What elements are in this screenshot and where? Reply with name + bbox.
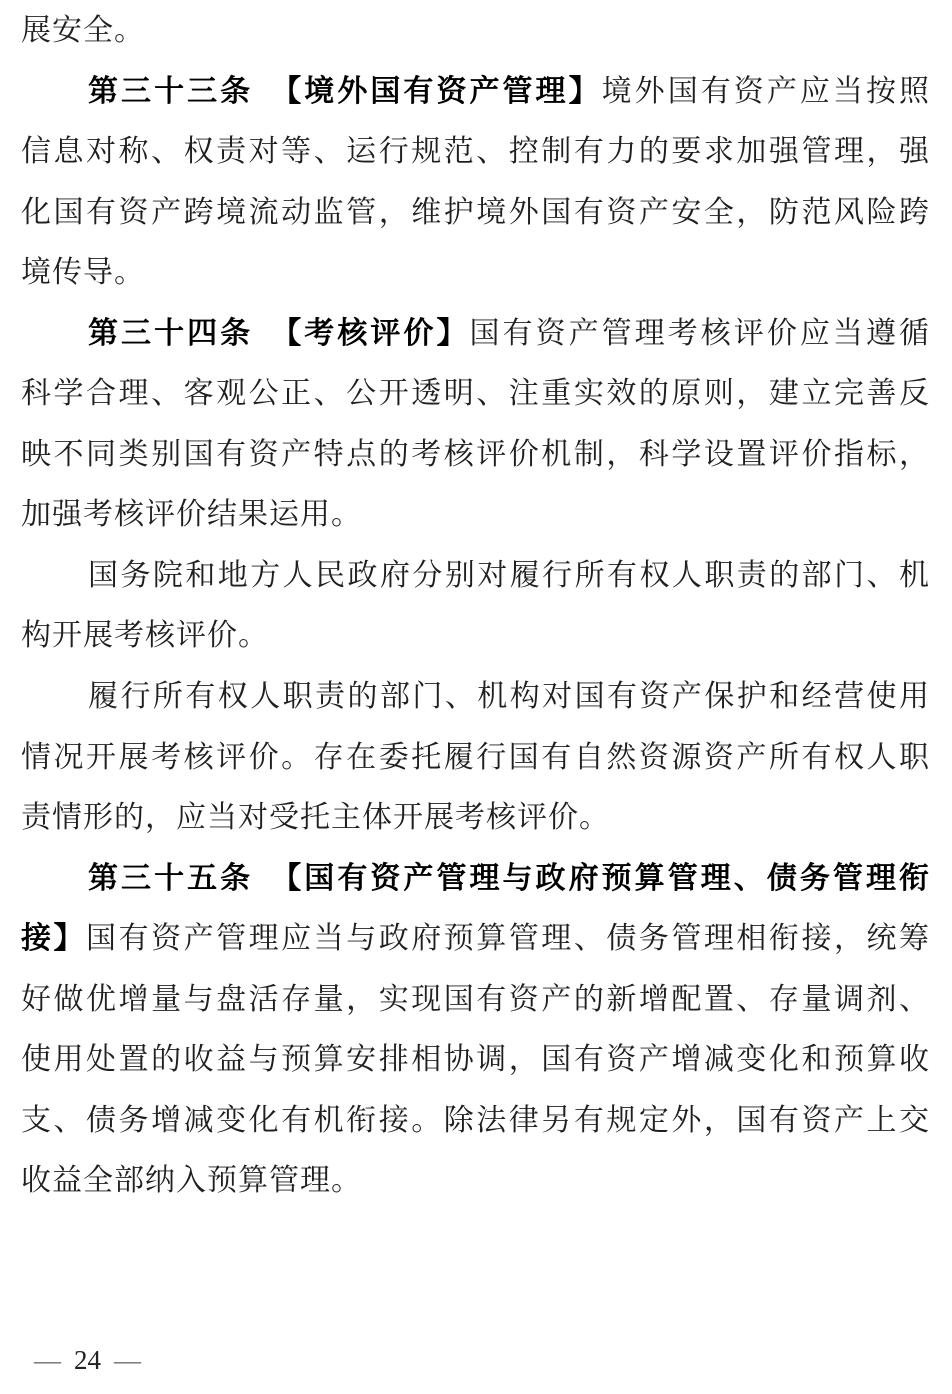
text-line <box>21 909 930 970</box>
regular-segment: 信息对称、权责对等、运行规范、控制有力的要求加强管理，强 <box>21 135 930 169</box>
regular-segment: 国务院和地方人民政府分别对履行所有权人职责的部门、机 <box>88 558 930 592</box>
regular-segment: 好做优增量与盘活存量，实现国有资产的新增配置、存量调剂、 <box>21 982 930 1016</box>
regular-segment: 境传导。 <box>21 256 145 290</box>
text-line <box>21 122 930 183</box>
article-34-heading-bold: 第三十四条 【考核评价】 <box>88 316 470 350</box>
text-line <box>21 970 930 1031</box>
text-line <box>21 606 930 667</box>
article-35-heading-bold: 第三十五条 【国有资产管理与政府预算管理、债务管理衔 <box>88 861 930 895</box>
article-33-heading-bold: 第三十三条 【境外国有资产管理】 <box>88 74 602 108</box>
footer-dash-left: — <box>34 1345 61 1375</box>
regular-segment: 情况开展考核评价。存在委托履行国有自然资源资产所有权人职 <box>21 740 930 774</box>
text-line <box>21 485 930 546</box>
footer-dash-right: — <box>114 1345 141 1375</box>
regular-segment: 国有资产管理应当与政府预算管理、债务管理相衔接，统筹 <box>86 922 930 956</box>
text-line <box>21 788 930 849</box>
text-line <box>21 1030 930 1091</box>
regular-segment: 化国有资产跨境流动监管，维护境外国有资产安全，防范风险跨 <box>21 195 930 229</box>
page-number: 24 <box>74 1345 101 1375</box>
article-35-heading-line <box>21 849 930 910</box>
regular-segment: 展安全。 <box>21 14 145 47</box>
regular-segment: 支、债务增减变化有机衔接。除法律另有规定外，国有资产上交 <box>21 1103 930 1137</box>
regular-segment: 科学合理、客观公正、公开透明、注重实效的原则，建立完善反 <box>21 377 930 411</box>
regular-segment: 责情形的，应当对受托主体开展考核评价。 <box>21 801 610 835</box>
text-line <box>21 1 930 62</box>
text-line <box>21 728 930 789</box>
regular-segment: 加强考核评价结果运用。 <box>21 498 362 532</box>
article-35-heading-bold-continuation: 接】 <box>21 922 87 956</box>
text-line <box>21 1091 930 1152</box>
regular-segment: 国有资产管理考核评价应当遵循 <box>469 316 930 350</box>
text-line <box>21 667 930 728</box>
text-line <box>21 183 930 244</box>
regular-segment: 境外国有资产应当按照 <box>601 74 930 108</box>
regular-segment: 使用处置的收益与预算安排相协调，国有资产增减变化和预算收 <box>21 1043 930 1077</box>
article-34-heading-line <box>21 304 930 365</box>
regular-segment: 履行所有权人职责的部门、机构对国有资产保护和经营使用 <box>88 680 930 714</box>
text-line <box>21 546 930 607</box>
document-text-block <box>21 1 930 1212</box>
regular-segment: 收益全部纳入预算管理。 <box>21 1164 362 1198</box>
text-line <box>21 364 930 425</box>
text-line <box>21 1151 930 1212</box>
regular-segment: 映不同类别国有资产特点的考核评价机制，科学设置评价指标， <box>21 437 930 471</box>
text-line <box>21 425 930 486</box>
page-footer <box>34 1340 141 1380</box>
regular-segment: 构开展考核评价。 <box>21 619 269 653</box>
text-line <box>21 243 930 304</box>
article-33-heading-line <box>21 62 930 123</box>
